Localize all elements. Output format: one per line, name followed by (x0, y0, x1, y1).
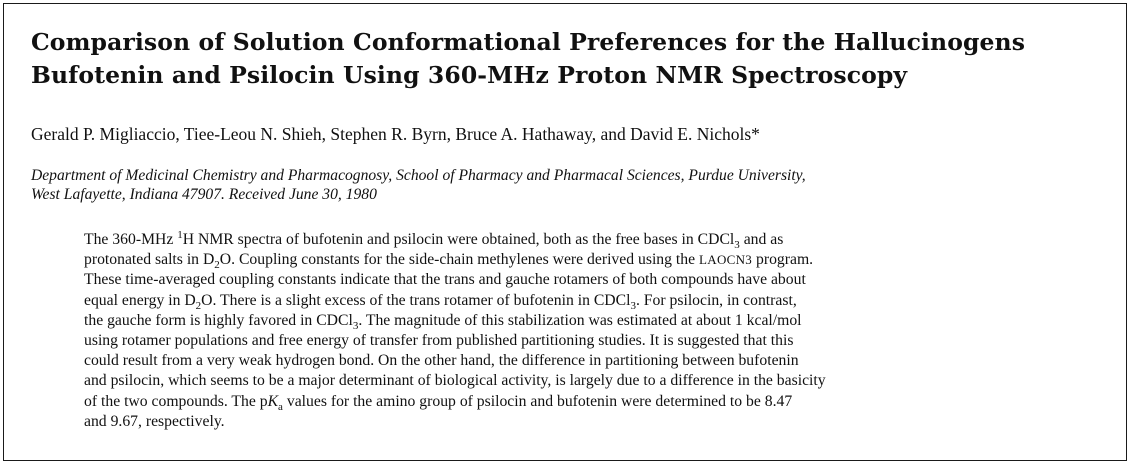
program-name: LAOCN3 (699, 252, 753, 268)
abstract-line: and psilocin, which seems to be a major determinant of biological activity, is largely due to a difference in the basicity (84, 372, 826, 390)
abstract-line: of the two compounds. The $pK_a$ values for the amino group of psilocin and bufotenin were determined to be 8.47 (84, 392, 793, 413)
author-list: Gerald P. Migliaccio, Tiee-Leou N. Shieh, Stephen R. Byrn, Bruce A. Hathaway, and David E. Nichols* (31, 124, 760, 144)
affiliation (31, 166, 1116, 204)
affiliation-line-2: West Lafayette, Indiana 47907. Received June 30, 1980 (31, 186, 377, 203)
affiliation-line-1: Department of Medicinal Chemistry and Pharmacognosy, School of Pharmacy and Pharmacal Sciences, Purdue University, (31, 167, 806, 184)
title-line-2: Bufotenin and Psilocin Using 360-MHz Proton NMR Spectroscopy (31, 61, 908, 89)
abstract-line: the gauche form is highly favored in CDCl$_3$. The magnitude of this stabilization was estimated at about 1 kcal/mol (84, 311, 802, 332)
abstract-line: These time-averaged coupling constants indicate that the trans and gauche rotamers of both compounds have about (84, 271, 806, 289)
paper-title (31, 26, 1091, 92)
title-line-1: Comparison of Solution Conformational Preferences for the Hallucinogens (31, 28, 1026, 56)
abstract (84, 230, 1094, 432)
abstract-line: The 360-MHz $^1$H NMR spectra of bufotenin and psilocin were obtained, both as the free bases in CDCl$_3$ and as (84, 228, 784, 252)
abstract-line: and 9.67, respectively. (84, 412, 225, 430)
abstract-line: could result from a very weak hydrogen bond. On the other hand, the difference in partitioning between bufotenin (84, 352, 799, 370)
abstract-line: using rotamer populations and free energy of transfer from published partitioning studies. It is suggested that this (84, 332, 794, 350)
abstract-line: equal energy in $D_2O$. There is a slight excess of the trans rotamer of bufotenin in CDCl$_3$. For psilocin, in contrast, (84, 291, 797, 312)
abstract-line: protonated salts in $D_2O$. Coupling constants for the side-chain methylenes were derived using the LAOCN3 program. (84, 251, 814, 272)
